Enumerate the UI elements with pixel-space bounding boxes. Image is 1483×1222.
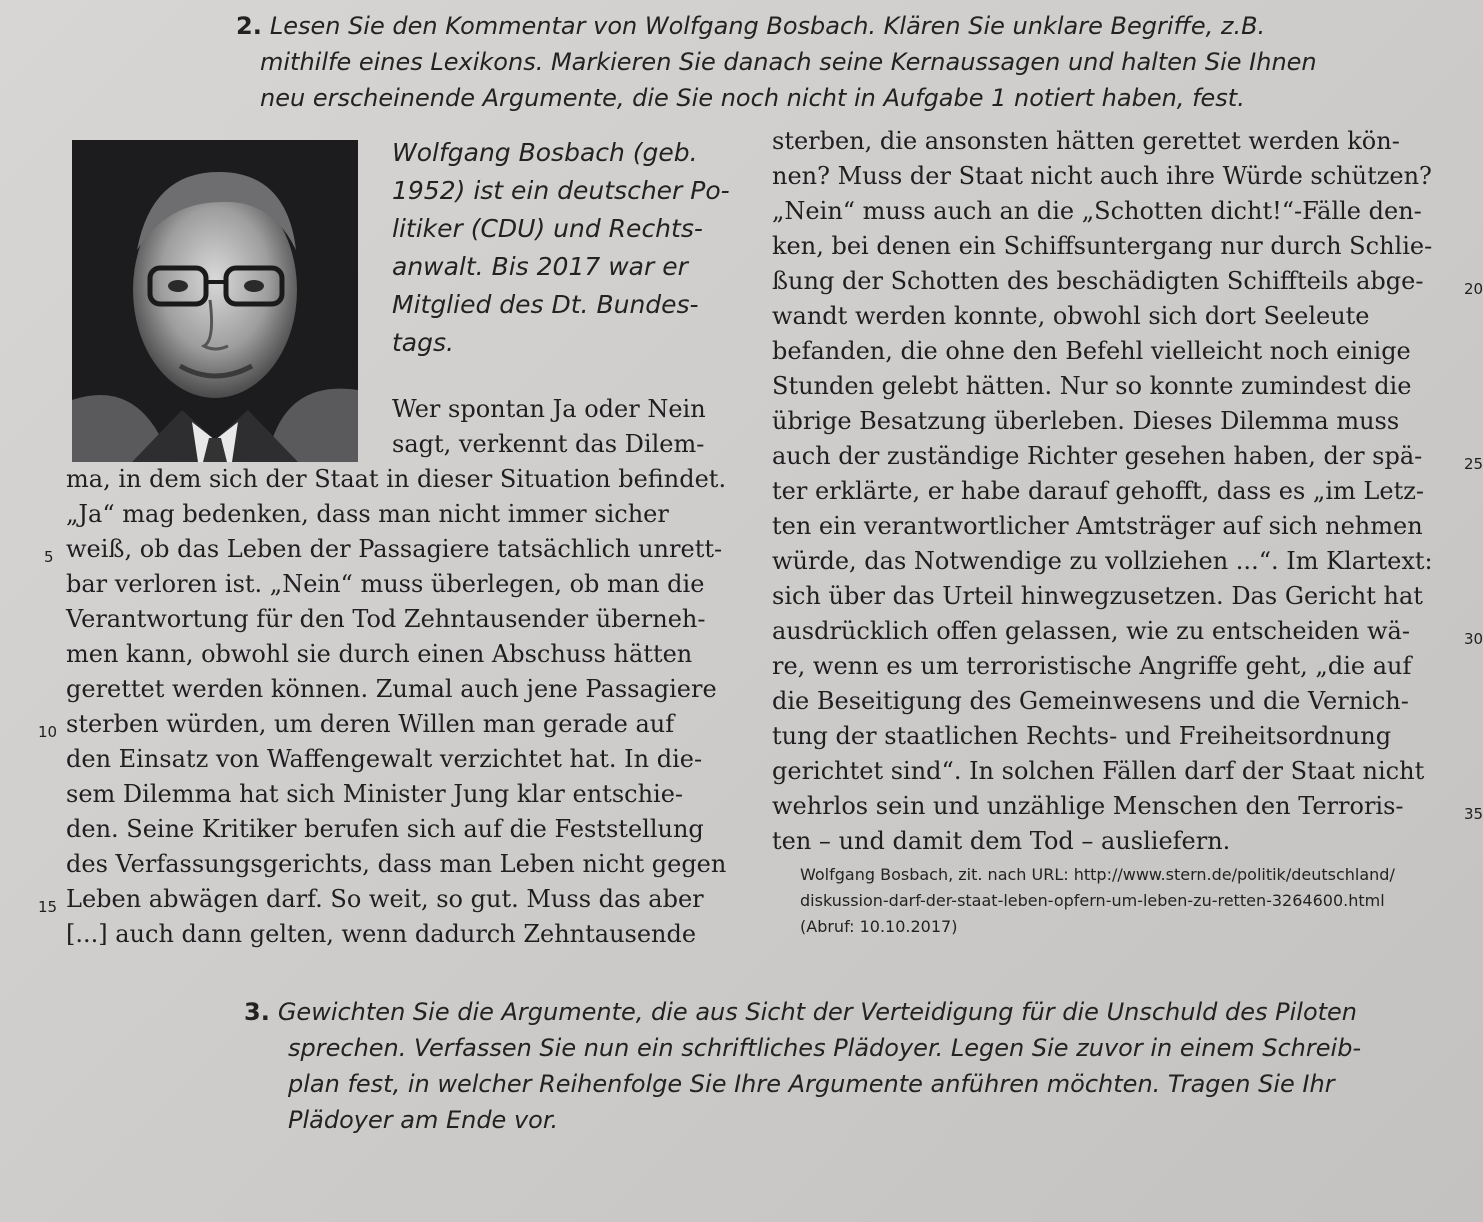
article-line: Wer spontan Ja oder Nein bbox=[392, 395, 706, 423]
task-2 bbox=[236, 8, 1436, 116]
article-line: ßung der Schotten des beschädigten Schiffteils abge- 20 bbox=[772, 264, 1433, 299]
task-2-number: 2. bbox=[236, 12, 262, 40]
bio-line: 1952) ist ein deutscher Po- bbox=[392, 176, 730, 205]
bio-line: tags. bbox=[392, 328, 454, 357]
article-line: sagt, verkennt das Dilem- bbox=[392, 430, 705, 458]
article-line: nen? Muss der Staat nicht auch ihre Würde schützen? bbox=[772, 162, 1432, 190]
article-line: 15 Leben abwägen darf. So weit, so gut. Muss das aber bbox=[66, 882, 726, 917]
task-3 bbox=[244, 994, 1444, 1138]
article-left-column bbox=[38, 462, 727, 952]
line-number: 25 bbox=[1464, 455, 1483, 473]
bio-line: litiker (CDU) und Rechts- bbox=[392, 214, 703, 243]
line-number: 10 bbox=[38, 723, 58, 741]
line-number: 20 bbox=[1464, 280, 1483, 298]
article-line: wehrlos sein und unzählige Menschen den Terroris- 35 bbox=[772, 789, 1433, 824]
task-2-line-1: 2. Lesen Sie den Kommentar von Wolfgang Bosbach. Klären Sie unklare Begriffe, z.B. bbox=[236, 12, 1266, 40]
article-line: bar verloren ist. „Nein“ muss überlegen, ob man die bbox=[66, 570, 705, 598]
author-portrait-photo bbox=[72, 140, 358, 462]
line-number: 30 bbox=[1464, 630, 1483, 648]
article-line: 10 sterben würden, um deren Willen man gerade auf bbox=[66, 707, 726, 742]
article-line: die Beseitigung des Gemeinwesens und die Vernich- bbox=[772, 687, 1409, 715]
article-line: wandt werden konnte, obwohl sich dort Seeleute bbox=[772, 302, 1370, 330]
task-3-line-2: sprechen. Verfassen Sie nun ein schriftliches Plädoyer. Legen Sie zuvor in einem Schreib- bbox=[288, 1034, 1362, 1062]
source-line: Wolfgang Bosbach, zit. nach URL: http://www.stern.de/politik/deutschland/ bbox=[800, 865, 1395, 884]
article-line: tung der staatlichen Rechts- und Freiheitsordnung bbox=[772, 722, 1392, 750]
line-number: 15 bbox=[38, 898, 58, 916]
article-line: ter erklärte, er habe darauf gehofft, dass es „im Letz- bbox=[772, 477, 1424, 505]
article-line: des Verfassungsgerichts, dass man Leben nicht gegen bbox=[66, 850, 727, 878]
article-line: ausdrücklich offen gelassen, wie zu entscheiden wä- 30 bbox=[772, 614, 1433, 649]
article-line: den. Seine Kritiker berufen sich auf die Feststellung bbox=[66, 815, 704, 843]
article-line: Verantwortung für den Tod Zehntausender überneh- bbox=[66, 605, 706, 633]
bio-line: anwalt. Bis 2017 war er bbox=[392, 252, 688, 281]
task-2-line-2: mithilfe eines Lexikons. Markieren Sie danach seine Kernaussagen und halten Sie Ihnen bbox=[260, 48, 1317, 76]
task-3-number: 3. bbox=[244, 998, 270, 1026]
article-line: befanden, die ohne den Befehl vielleicht noch einige bbox=[772, 337, 1411, 365]
source-line: (Abruf: 10.10.2017) bbox=[800, 917, 958, 936]
line-number: 5 bbox=[44, 548, 54, 566]
line-number: 35 bbox=[1464, 805, 1483, 823]
task-3-line-1: 3. Gewichten Sie die Argumente, die aus Sicht der Verteidigung für die Unschuld des Piloten bbox=[244, 998, 1358, 1026]
article-right-column bbox=[772, 124, 1483, 859]
article-line: sterben, die ansonsten hätten gerettet werden kön- bbox=[772, 127, 1400, 155]
article-line: ken, bei denen ein Schiffsuntergang nur durch Schlie- bbox=[772, 232, 1433, 260]
article-line: „Nein“ muss auch an die „Schotten dicht!“-Fälle den- bbox=[772, 197, 1422, 225]
article-line: gerichtet sind“. In solchen Fällen darf der Staat nicht bbox=[772, 757, 1425, 785]
source-line: diskussion-darf-der-staat-leben-opfern-um-leben-zu-retten-3264600.html bbox=[800, 891, 1385, 910]
article-line: übrige Besatzung überleben. Dieses Dilemma muss bbox=[772, 407, 1400, 435]
article-line: ma, in dem sich der Staat in dieser Situation befindet. bbox=[66, 465, 727, 493]
article-line: den Einsatz von Waffengewalt verzichtet hat. In die- bbox=[66, 745, 703, 773]
bio-line: Mitglied des Dt. Bundes- bbox=[392, 290, 699, 319]
article-line: Stunden gelebt hätten. Nur so konnte zumindest die bbox=[772, 372, 1412, 400]
article-line: re, wenn es um terroristische Angriffe geht, „die auf bbox=[772, 652, 1412, 680]
source-citation bbox=[800, 862, 1395, 940]
bio-line: Wolfgang Bosbach (geb. bbox=[392, 138, 698, 167]
article-line: gerettet werden können. Zumal auch jene Passagiere bbox=[66, 675, 717, 703]
article-line: auch der zuständige Richter gesehen haben, der spä- 25 bbox=[772, 439, 1433, 474]
article-line: ten – und damit dem Tod – ausliefern. bbox=[772, 827, 1231, 855]
article-line: sem Dilemma hat sich Minister Jung klar entschie- bbox=[66, 780, 684, 808]
task-2-line-3: neu erscheinende Argumente, die Sie noch nicht in Aufgabe 1 notiert haben, fest. bbox=[260, 84, 1245, 112]
article-left-intro bbox=[392, 392, 706, 462]
task-3-line-3: plan fest, in welcher Reihenfolge Sie Ihre Argumente anführen möchten. Tragen Sie Ihr bbox=[288, 1070, 1335, 1098]
article-line: würde, das Notwendige zu vollziehen ...“. Im Klartext: bbox=[772, 547, 1433, 575]
portrait-drawing bbox=[72, 140, 358, 462]
article-line: sich über das Urteil hinwegzusetzen. Das Gericht hat bbox=[772, 582, 1423, 610]
author-bio bbox=[392, 134, 730, 362]
article-line: „Ja“ mag bedenken, dass man nicht immer sicher bbox=[66, 500, 669, 528]
article-line: [...] auch dann gelten, wenn dadurch Zehntausende bbox=[66, 920, 697, 948]
article-line: men kann, obwohl sie durch einen Abschuss hätten bbox=[66, 640, 693, 668]
article-line: ten ein verantwortlicher Amtsträger auf sich nehmen bbox=[772, 512, 1423, 540]
task-3-line-4: Plädoyer am Ende vor. bbox=[288, 1106, 559, 1134]
article-line: 5 weiß, ob das Leben der Passagiere tatsächlich unrett- bbox=[66, 532, 726, 567]
